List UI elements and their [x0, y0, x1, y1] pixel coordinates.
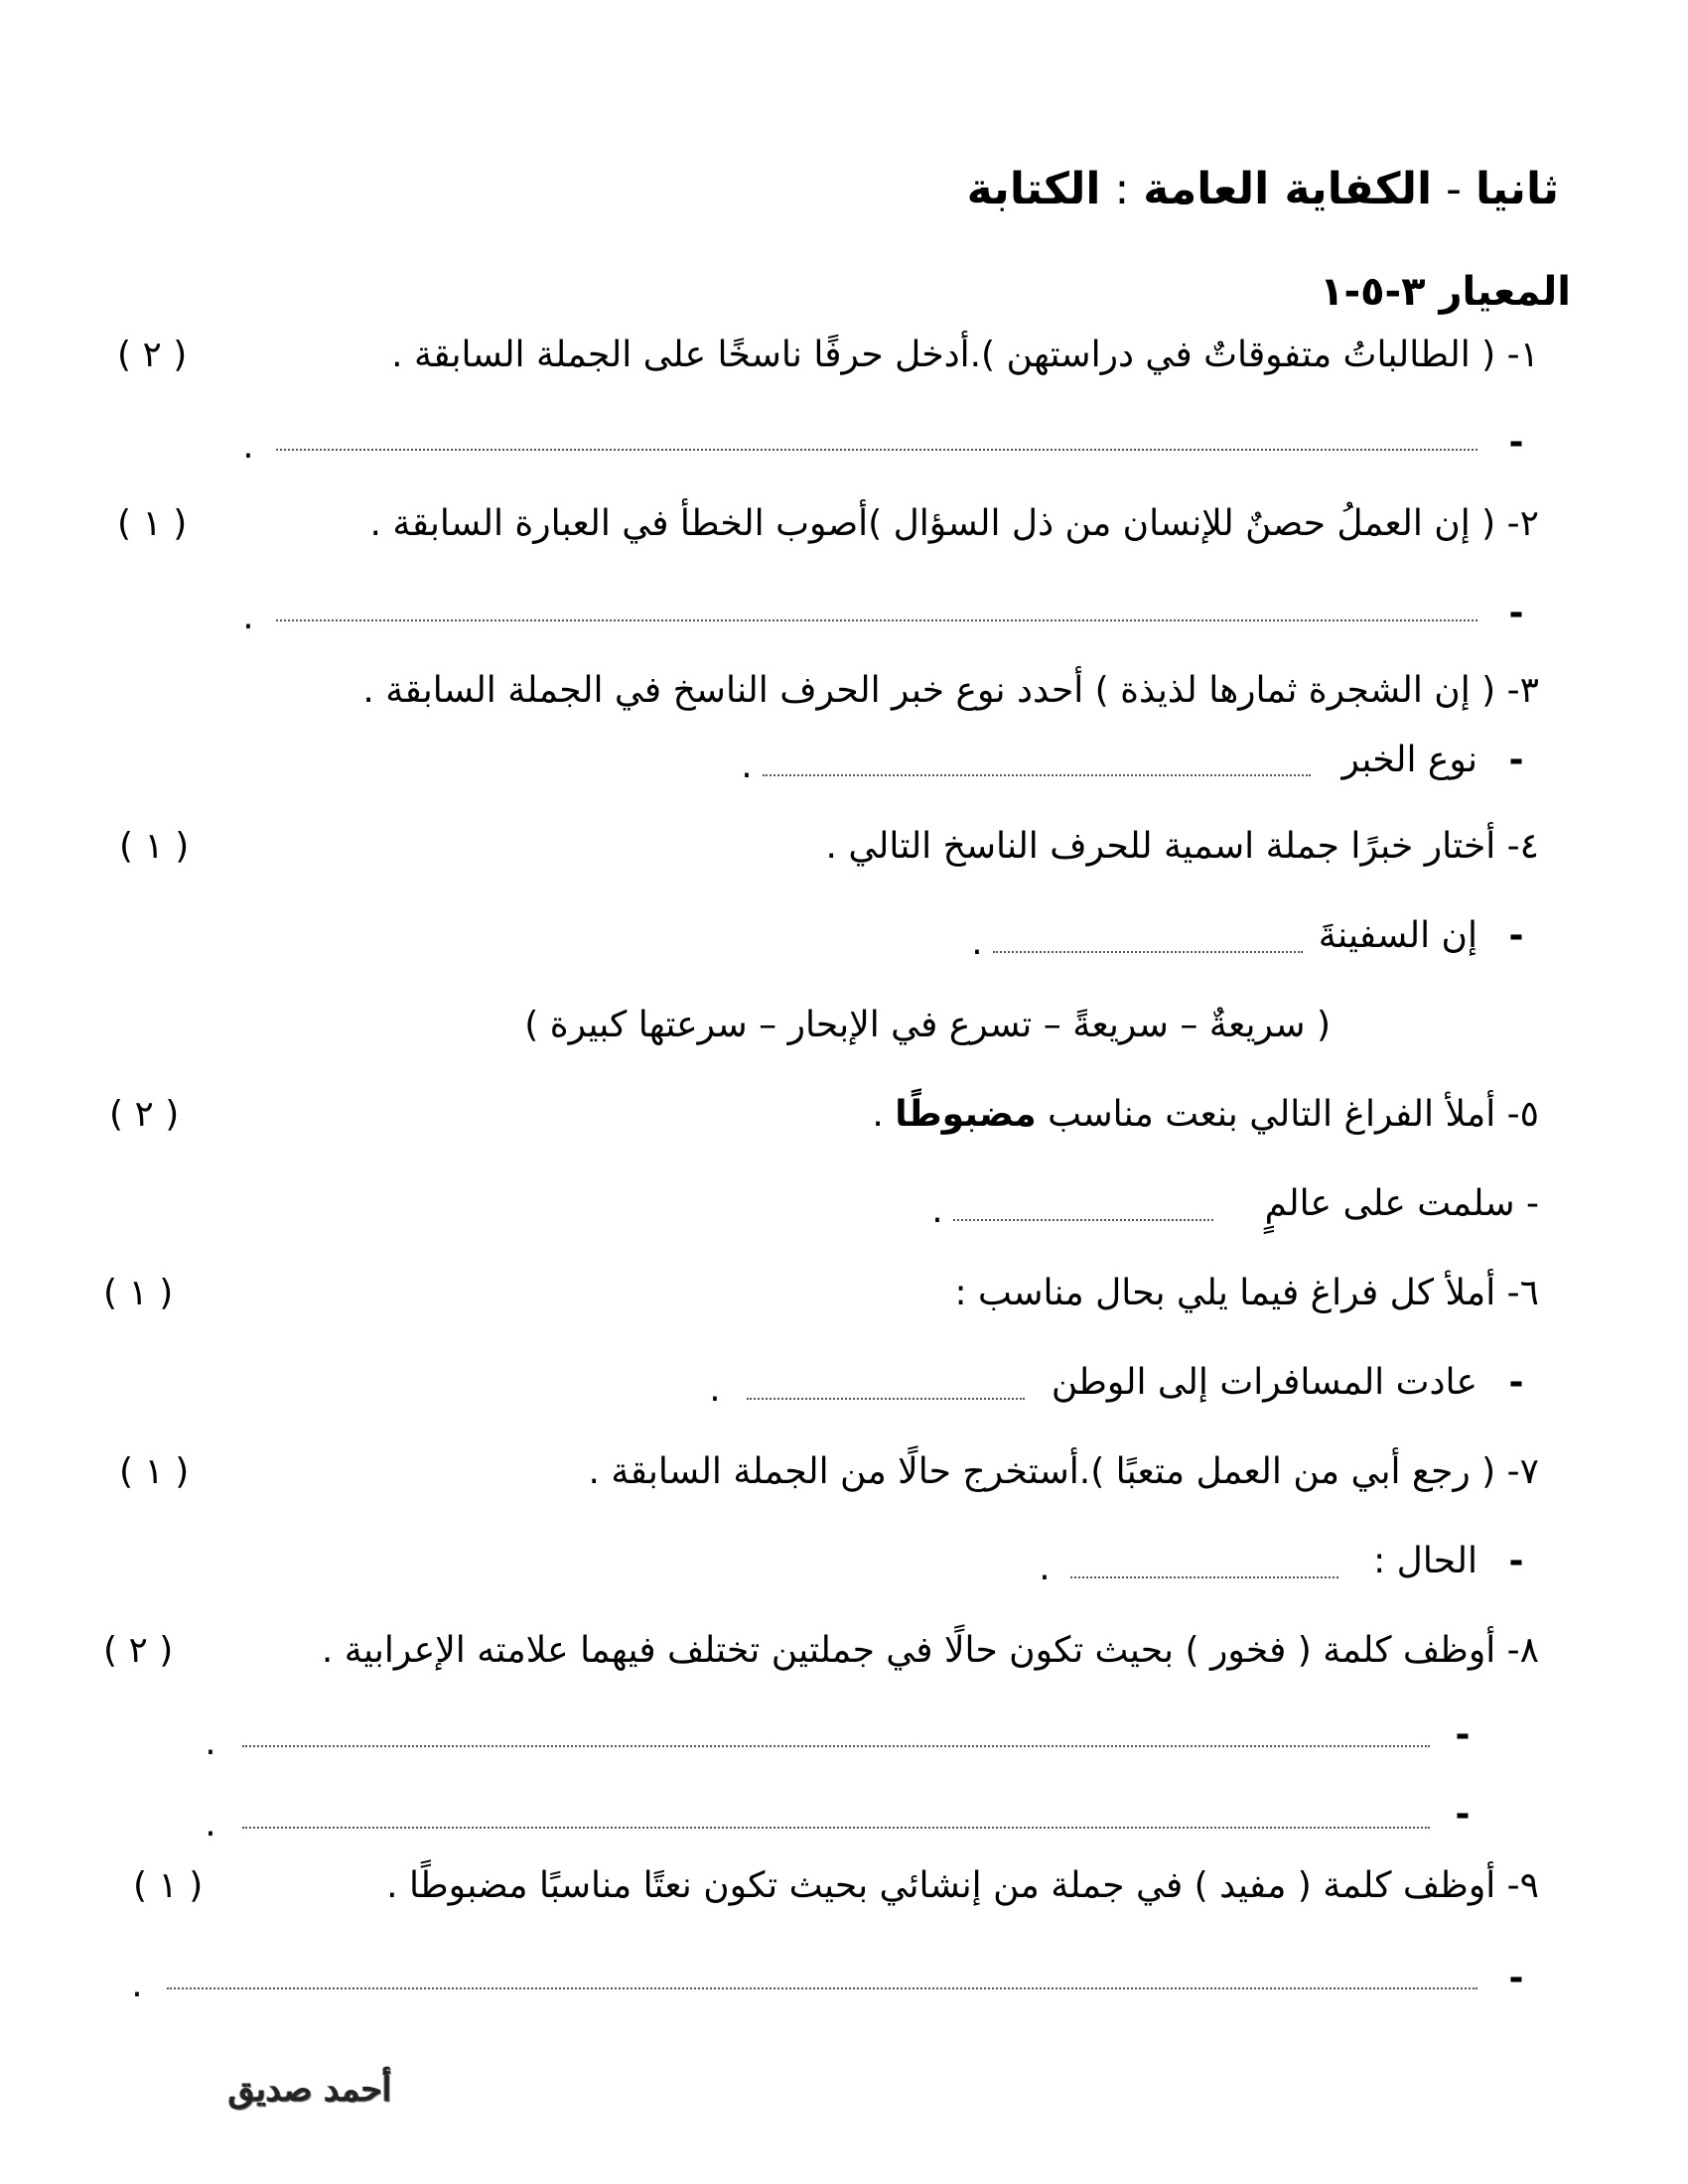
answer-line-5[interactable] [953, 1219, 1213, 1221]
answer-period-3: . [741, 746, 753, 786]
score-2: ( ١ ) [117, 503, 188, 544]
title-sep: - [1432, 164, 1476, 214]
answer-dash-1: - [1508, 422, 1524, 463]
title-part3: الكتابة [966, 164, 1101, 214]
standard-label: المعيار ٣-٥-١ [1320, 269, 1571, 315]
score-9: ( ١ ) [133, 1865, 204, 1906]
question-8: ٨- أوظف كلمة ( فخور ) بحيث تكون حالًا في جملتين تختلف فيهما علامته الإعرابية . [321, 1630, 1539, 1671]
title-part1: ثانيا [1475, 164, 1559, 214]
answer-line-8a[interactable] [242, 1745, 1430, 1747]
answer-line-7[interactable] [1070, 1576, 1338, 1578]
answer-line-3[interactable] [763, 774, 1311, 776]
question-4: ٤- أختار خبرًا جملة اسمية للحرف الناسخ التالي . [825, 826, 1539, 867]
title-part2: الكفاية العامة [1143, 164, 1433, 214]
score-7: ( ١ ) [119, 1451, 190, 1492]
answer-period-7: . [1039, 1548, 1051, 1588]
answer-period-6: . [709, 1369, 721, 1410]
answer-line-4[interactable] [993, 951, 1303, 953]
answer-dash-8a: - [1455, 1714, 1471, 1755]
answer-dash-6: - [1508, 1362, 1524, 1403]
question-2: ٢- ( إن العملُ حصنٌ للإنسان من ذل السؤال )أصوب الخطأ في العبارة السابقة . [369, 503, 1539, 544]
title-colon: : [1100, 164, 1144, 214]
answer-dash-9: - [1508, 1958, 1524, 1998]
answer-period-2: . [242, 597, 254, 637]
answer-label-6: عادت المسافرات إلى الوطن [1051, 1362, 1477, 1403]
question-3: ٣- ( إن الشجرة ثمارها لذيذة ) أحدد نوع خبر الحرف الناسخ في الجملة السابقة . [362, 670, 1539, 711]
answer-line-1[interactable] [276, 449, 1477, 451]
section-title [967, 159, 1559, 220]
teacher-signature: أحمد صديق [228, 2070, 392, 2110]
answer-period-8a: . [205, 1722, 216, 1763]
question-5 [872, 1087, 1539, 1143]
answer-period-4: . [971, 922, 983, 963]
question-5-end: . [872, 1094, 896, 1135]
answer-period-9: . [131, 1965, 143, 2005]
answer-label-5: - سلمت على عالمٍ [1264, 1183, 1539, 1224]
answer-period-5: . [931, 1190, 943, 1231]
answer-period-8b: . [205, 1804, 216, 1844]
answer-dash-4: - [1508, 915, 1524, 956]
score-6: ( ١ ) [103, 1273, 174, 1313]
score-1: ( ٢ ) [117, 335, 188, 375]
answer-dash-8b: - [1455, 1794, 1471, 1835]
question-1: ١- ( الطالباتُ متفوقاتٌ في دراستهن ).أدخل حرفًا ناسخًا على الجملة السابقة . [391, 335, 1539, 375]
answer-line-9[interactable] [167, 1987, 1477, 1989]
score-5: ( ٢ ) [109, 1094, 180, 1135]
question-5-text: ٥- أملأ الفراغ التالي بنعت مناسب [1036, 1094, 1539, 1135]
answer-dash-3: - [1508, 740, 1524, 780]
answer-line-6[interactable] [747, 1398, 1025, 1400]
answer-dash-2: - [1508, 593, 1524, 633]
answer-dash-7: - [1508, 1541, 1524, 1581]
answer-period-1: . [242, 426, 254, 467]
score-8: ( ٢ ) [103, 1630, 174, 1671]
answer-line-8b[interactable] [242, 1827, 1430, 1829]
question-6: ٦- أملأ كل فراغ فيما يلي بحال مناسب : [954, 1273, 1539, 1313]
score-4: ( ١ ) [119, 826, 190, 867]
answer-label-7: الحال : [1373, 1541, 1477, 1581]
answer-line-2[interactable] [276, 619, 1477, 621]
options-4: ( سريعةٌ – سريعةً – تسرع في الإبحار – سرعتها كبيرة ) [524, 1005, 1331, 1045]
answer-label-3: نوع الخبر [1341, 740, 1477, 780]
question-5-bold: مضبوطًا [895, 1094, 1037, 1135]
answer-label-4: إن السفينةَ [1318, 915, 1477, 956]
question-7: ٧- ( رجع أبي من العمل متعبًا ).أستخرج حالًا من الجملة السابقة . [588, 1451, 1539, 1492]
question-9: ٩- أوظف كلمة ( مفيد ) في جملة من إنشائي بحيث تكون نعتًا مناسبًا مضبوطًا . [386, 1865, 1539, 1906]
